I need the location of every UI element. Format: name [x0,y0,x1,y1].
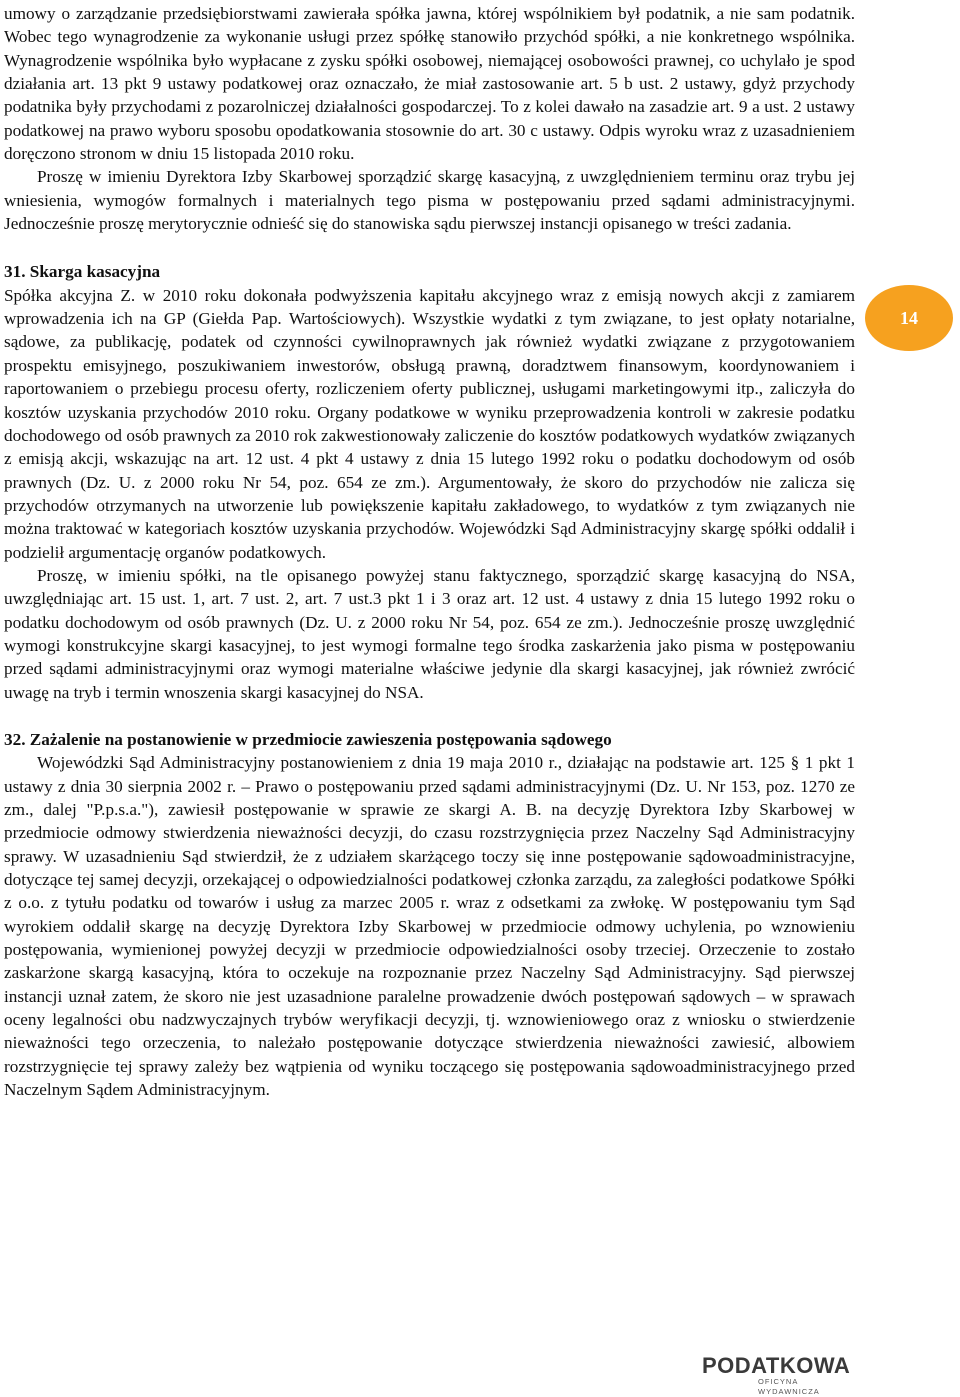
paragraph-case-31: Spółka akcyjna Z. w 2010 roku dokonała podwyższenia kapitału akcyjnego wraz z emisją nowych akcji z zamiarem wprowadzenia ich na GP (Giełda Pap. Wartościowych). Wszystkie wydatki z tym związane, to jest opłaty notarialne, sądowe, za publikację, podatek od czynności cywilnoprawnych jak również wydatki związane z przygotowaniem prospektu emisyjnego, poszukiwaniem inwestorów, obsługą prawną, doradztwem finansowym, koordynowaniem i raportowaniem o przebiegu procesu oferty, rozliczeniem oferty publicznej, usługami marketingowymi itp., zaliczyła do kosztów uzyskania przychodów 2010 roku. Organy podatkowe w wyniku przeprowadzenia kontroli w zakresie podatku dochodowego od osób prawnych za 2010 rok zakwestionowały zaliczenie do kosztów podatkowych wydatków związanych z emisją akcji, wskazując na art. 12 ust. 4 pkt 4 ustawy z dnia 15 lutego 1992 roku o podatku dochodowym od osób prawnych (Dz. U. z 2000 roku Nr 54, poz. 654 ze zm.). Argumentowały, że skoro do przychodów nie zalicza się przychodów otrzymanych na utworzenie lub powiększenie kapitału zakładowego, to wydatków z tym związanych nie można traktować w kategoriach kosztów uzyskania przychodów. Wojewódzki Sąd Administracyjny skargę spółki oddalił i podzielił argumentację organów podatkowych. [4,285,855,562]
section-heading-32: 32. Zażalenie na postanowienie w przedmiocie zawieszenia postępowania sądowego [4,729,612,749]
paragraph-case-32: Wojewódzki Sąd Administracyjny postanowieniem z dnia 19 maja 2010 r., działając na podstawie art. 125 § 1 pkt 1 ustawy z dnia 30 sierpnia 2002 r. – Prawo o postępowaniu przed sądami administracyjnymi (Dz. U. Nr 153, poz. 1270 ze zm., dalej "P.p.s.a."), zawiesił postępowanie w sprawie ze skargi A. B. na decyzję Dyrektora Izby Skarbowej w przedmiocie odmowy stwierdzenia nieważności decyzji, do czasu rozstrzygnięcia przez Naczelny Sąd Administracyjny sprawy. W uzasadnieniu Sąd stwierdził, że z udziałem skarżącego toczy się inne postępowanie sądowoadministracyjne, dotyczące tej samej decyzji, orzekającej o odpowiedzialności podatkowej członka zarządu, za zaległości podatkowe Spółki z o.o. z tytułu podatku od towarów i usług za marzec 2005 r. wraz z odsetkami za zwłokę. W postępowaniu tym Sąd wyrokiem oddalił skargę na decyzję Dyrektora Izby Skarbowej w przedmiocie odmowy uchylenia, po wznowieniu postępowania, wymienionej powyżej decyzji w przedmiocie odpowiedzialności osoby trzeciej. Orzeczenie to zostało zaskarżone skargą kasacyjną, która to oczekuje na rozpoznanie przez Naczelny Sąd Administracyjny. Sąd pierwszej instancji uznał zatem, że skoro nie jest uzasadnione paralelne prowadzenie dwóch postępowań sądowych – w sprawach oceny legalności obu nadzwyczajnych trybów weryfikacji decyzji, tj. wznowieniowego oraz z wniosku o stwierdzenie nieważności tego orzeczenia, to należało postępowanie dotyczące stwierdzenia nieważności zawiesić, albowiem rozstrzygnięcie tej sprawy zależy bez wątpienia od wyniku toczącego się postępowania sądowoadministracyjnego przed Naczelnym Sądem Administracyjnym. [4,753,855,1100]
document-body [4,2,855,1101]
page-number-badge [865,285,953,351]
logo-subtitle: OFICYNA WYDAWNICZA [758,1377,820,1396]
spacer [4,235,855,260]
page-number: 14 [900,307,918,328]
spacer [4,704,855,728]
paragraph-continuation: umowy o zarządzanie przedsiębiorstwami zawierała spółka jawna, której wspólnikiem był podatnik, a nie sam podatnik. Wobec tego wynagrodzenie za wykonanie usługi przez spółkę stanowiło przychód spółki, a nie konkretnego wspólnika. Wynagrodzenie wspólnika było wypłacane z zysku spółki osobowej, niemającej osobowości prawnej, co uchylało je spod działania art. 13 pkt 9 ustawy podatkowej oraz oznaczało, że miał zastosowanie art. 5 b ust. 2 ustawy, gdyż przychody podatnika były przychodami z pozarolniczej działalności gospodarczej. To z kolei dawało na zasadzie art. 9 a ust. 2 ustawy podatkowej na prawo wyboru sposobu opodatkowania stosownie do art. 30 c ustawy. Odpis wyroku wraz z uzasadnieniem doręczono stronom w dniu 15 listopada 2010 roku. [4,4,855,164]
section-heading-31: 31. Skarga kasacyjna [4,262,161,282]
publisher-logo [702,1353,862,1396]
paragraph-task-31: Proszę, w imieniu spółki, na tle opisanego powyżej stanu faktycznego, sporządzić skargę kasacyjną do NSA, uwzględniając art. 15 ust. 1, art. 7 ust. 2, art. 7 ust.3 pkt 1 i 3 oraz art. 12 ust. 4 ustawy z dnia 15 lutego 1992 roku o podatku dochodowym od osób prawnych (Dz. U. z 2000 roku Nr 54, poz. 654 ze zm.). Jednocześnie proszę uwzględnić wymogi konstrukcyjne skargi kasacyjnej, to jest wymogi formalne tego środka zaskarżenia jako pisma w postępowaniu przed sądami administracyjnymi oraz wymogi materialne właściwe jedynie dla skargi kasacyjnej, jak również zwrócić uwagę na tryb i termin wnoszenia skargi kasacyjnej do NSA. [4,565,855,702]
paragraph-task-instruction: Proszę w imieniu Dyrektora Izby Skarbowej sporządzić skargę kasacyjną, z uwzględnieniem terminu oraz trybu jej wniesienia, wymogów formalnych i materialnych tego pisma w postępowaniu przed sądami administracyjnymi. Jednocześnie proszę merytorycznie odnieść się do stanowiska sądu pierwszej instancji opisanego w treści zadania. [4,167,855,234]
logo-name: PODATKOWA [702,1353,851,1378]
